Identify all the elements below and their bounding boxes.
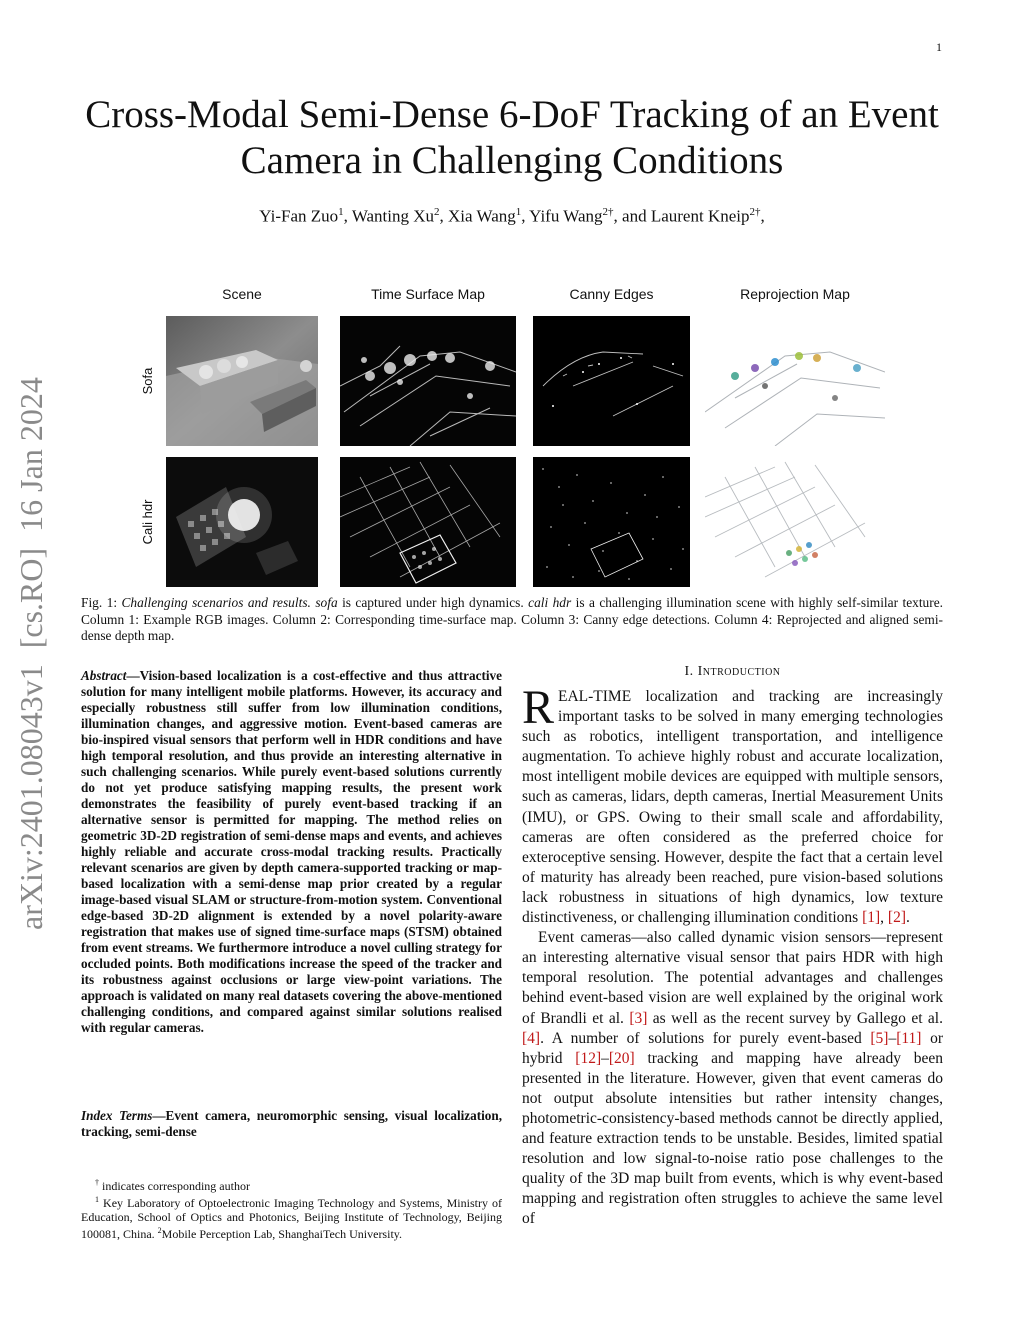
citation-link[interactable]: [12] xyxy=(575,1049,602,1067)
sofa-reprojection-map xyxy=(705,316,885,446)
author-name: Xia Wang xyxy=(448,206,516,226)
author-affiliation-mark: 2 xyxy=(434,206,440,218)
author-name: Yi-Fan Zuo xyxy=(259,206,339,226)
paragraph-text: or hybrid xyxy=(522,1029,943,1067)
author-name: Laurent Kneip xyxy=(650,206,750,226)
index-terms-label: Index Terms xyxy=(81,1108,153,1123)
author-affiliation-mark: 2† xyxy=(602,206,614,218)
section-heading xyxy=(522,664,943,680)
footnotes xyxy=(81,1176,502,1241)
index-terms-text: —Event camera, neuromorphic sensing, visual localization, tracking, semi-dense xyxy=(81,1108,502,1139)
figure-caption xyxy=(81,595,943,645)
abstract-text: —Vision-based localization is a cost-effective and thus attractive solution for many intelligent mobile platforms. However, its accuracy and especially robustness still suffer from low illumination conditions, illumination changes, and aggressive motion. Event-based cameras are bio-inspired visual sensors that perform well in HDR conditions and have high temporal resolution, and thus provide an interesting alternative in such challenging scenarios. While purely event-based solutions currently do not yet produce satisfying mapping results, the present work demonstrates the feasibility of purely event-based tracking if an alternative sensor is permitted for mapping. The method relies on geometric 3D-2D registration of semi-dense maps and events, and achieves highly reliable and accurate cross-modal tracking results. Practically relevant scenarios are given by depth camera-supported tracking or map-based localization with a semi-dense map prior created by a regular image-based visual SLAM or structure-from-motion system. Conventional edge-based 3D-2D alignment is extended by a novel polarity-aware registration that makes use of signed time-surface maps (STSM) obtained from event streams. We furthermore introduce a novel culling strategy for occluded points. Both modifications increase the speed of the tracker and its robustness against occlusions or large view-point variations. The approach is validated on many real datasets covering the above-mentioned challenging conditions, and compared against similar solutions realised with regular cameras. xyxy=(81,668,502,1035)
figure-caption-text: is a challenging illumination scene with highly self-similar texture. Column 1: Example RGB images. Column 2: Corresponding time-surface map. Column 3: Canny edge detections. Column 4: Reprojected and aligned semi-dense depth map. xyxy=(81,595,943,643)
paragraph-text: tracking and mapping have already been presented in the literature. However, given that event cameras do not output absolute intensities but rather intensity changes, photometric-consistency-based methods cannot be directly applied, and feature extraction tends to be unstable. Besides, limited spatial resolution and low signal-to-noise ratio pose challenges to the quality of the 3D map built from events, which is why event-based mapping and registration often struggles to achieve the same level of xyxy=(522,1049,944,1228)
figure-row-label-cali-hdr xyxy=(137,457,159,587)
paragraph-text: – xyxy=(601,1049,609,1067)
footnote-text: indicates corresponding author xyxy=(102,1179,250,1193)
figure-column-header: Time Surface Map xyxy=(371,286,485,302)
footnote-mark: † xyxy=(95,1178,99,1187)
abstract xyxy=(81,668,502,1036)
index-terms xyxy=(81,1108,502,1140)
footnote-corresponding xyxy=(81,1176,502,1193)
author-name: Wanting Xu xyxy=(351,206,435,226)
citation-link[interactable]: [2] xyxy=(887,909,906,927)
sofa-scene-image xyxy=(166,316,318,446)
paper-title: Cross-Modal Semi-Dense 6-DoF Tracking of an Event Camera in Challenging Conditions xyxy=(85,93,939,182)
author-name: Yifu Wang xyxy=(529,206,603,226)
cali-hdr-time-surface-map xyxy=(340,457,516,587)
figure-column-header: Scene xyxy=(222,286,262,302)
sofa-time-surface-map xyxy=(340,316,516,446)
row-label-text: Cali hdr xyxy=(140,499,155,545)
author-affiliation-mark: 2† xyxy=(749,206,761,218)
citation-link[interactable]: [3] xyxy=(629,1009,648,1027)
figure-column-header: Reprojection Map xyxy=(740,286,850,302)
author-list: Yi-Fan Zuo$^1$, Wanting Xu$^2$, Xia Wang$^1$, Yifu Wang$^{2\dagger}$, and Laurent Kneip$^{2\dagger}$, xyxy=(259,206,765,226)
citation-link[interactable]: [5] xyxy=(870,1029,889,1047)
paragraph-text: . A number of solutions for purely event-based xyxy=(540,1029,871,1047)
citation-link[interactable]: [20] xyxy=(608,1049,635,1067)
citation-link[interactable]: [11] xyxy=(896,1029,922,1047)
paragraph-text: , xyxy=(880,909,888,927)
paragraph-text: – xyxy=(888,1029,897,1047)
footnote-text: Mobile Perception Lab, ShanghaiTech University. xyxy=(161,1227,402,1241)
citation-link[interactable]: [1] xyxy=(862,909,881,927)
figure-column-header: Canny Edges xyxy=(569,286,654,302)
figure-term: sofa xyxy=(315,595,338,610)
footnote-mark: 1 xyxy=(95,1195,99,1204)
intro-paragraph xyxy=(522,928,943,1229)
page-number: 1 xyxy=(936,40,942,54)
paragraph-text: Event cameras—also called dynamic vision sensors—represent an interesting alternative visual sensor that pairs HDR with high temporal resolution. The potential advantages and challenges behind event-based vision are well explained by the original work of Brandli et al. xyxy=(522,929,943,1027)
paragraph-text: . xyxy=(906,909,910,927)
cali-hdr-reprojection-map xyxy=(705,457,885,587)
section-title: Introduction xyxy=(697,664,781,679)
intro-paragraph xyxy=(522,681,943,928)
section-number: I. xyxy=(684,664,694,679)
introduction-body xyxy=(522,681,944,1230)
drop-cap: R xyxy=(522,681,555,734)
figure-caption-text: is captured under high dynamics. xyxy=(342,595,524,610)
abstract-label: Abstract xyxy=(81,668,127,683)
row-label-text: Sofa xyxy=(140,367,155,395)
footnote-affiliations xyxy=(81,1193,502,1241)
figure-label: Fig. 1: xyxy=(81,595,118,610)
sofa-canny-edges xyxy=(533,316,690,446)
paragraph-text: EAL-TIME localization and tracking are increasingly important tasks to be solved in many emerging technologies such as robotics, intelligent transportation, and intelligence augmentation. To achieve highly robust and accurate localization, most intelligent mobile devices are equipped with multiple sensors, such as cameras, lidars, depth cameras, Inertial Measurement Units (IMU), or GPS. Owing to their small scale and affordability, cameras are often considered as the preferred choice for exteroceptive sensing. However, despite the fact that a certain level of maturity has already been reached, pure vision-based solutions lack robustness in situations of high dynamics, low texture distinctiveness, or challenging illumination conditions xyxy=(522,688,943,927)
author-affiliation-mark: 1 xyxy=(515,206,522,218)
arxiv-id: arXiv:2401.08043v1 [cs.RO] 16 Jan 2024 xyxy=(13,377,49,930)
citation-link[interactable]: [4] xyxy=(522,1029,541,1047)
arxiv-identifier-stamp xyxy=(6,365,56,935)
cali-hdr-canny-edges xyxy=(533,457,690,587)
figure-caption-title: Challenging scenarios and results. xyxy=(121,595,311,610)
cali-hdr-scene-image xyxy=(166,457,318,587)
footnote-text: Key Laboratory of Optoelectronic Imaging Technology and Systems, Ministry of Education, School of Optics and Photonics, Beijing Institute of Technology, Beijing 100081, China. xyxy=(81,1196,502,1241)
figure-term: cali hdr xyxy=(528,595,572,610)
figure-row-label-sofa xyxy=(137,316,159,446)
footnote-mark: 2 xyxy=(157,1226,162,1235)
paragraph-text: as well as the recent survey by Gallego et al. xyxy=(647,1009,943,1027)
author-affiliation-mark: 1 xyxy=(338,206,344,218)
